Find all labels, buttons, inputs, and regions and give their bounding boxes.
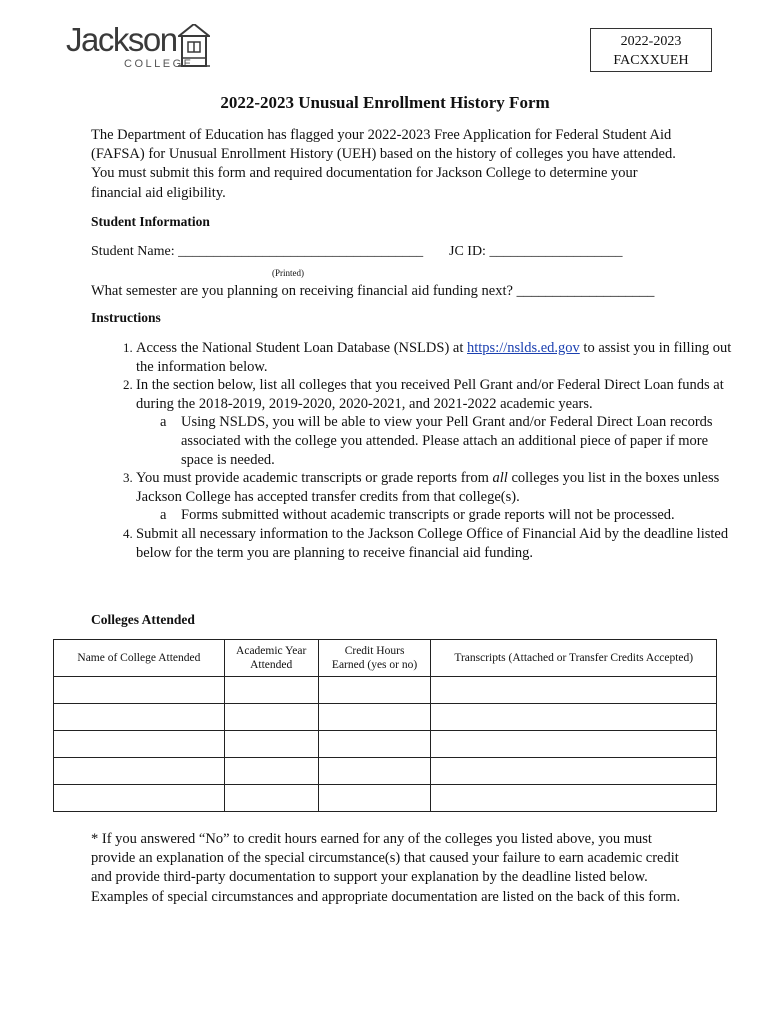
form-code: FACXXUEH bbox=[613, 53, 689, 68]
sub-list bbox=[136, 506, 736, 525]
instruction-item bbox=[136, 469, 736, 525]
form-code-box bbox=[590, 28, 712, 72]
logo-subtitle: COLLEGE bbox=[124, 58, 194, 70]
instruction-text: Submit all necessary information to the Jackson College Office of Financial Aid by the deadline listed below for the term you are planning to receive financial aid funding. bbox=[136, 525, 729, 561]
instructions-list bbox=[91, 339, 736, 562]
table-cell[interactable] bbox=[54, 785, 225, 812]
table-cell[interactable] bbox=[54, 677, 225, 704]
form-year: 2022-2023 bbox=[620, 34, 682, 49]
sub-list bbox=[136, 413, 736, 469]
sub-instruction-text: Using NSLDS, you will be able to view your Pell Grant and/or Federal Direct Loan records associated with the college you attended. Please attach an additional piece of paper if more space is needed. bbox=[181, 414, 713, 468]
table-cell[interactable] bbox=[54, 704, 225, 731]
tower-icon bbox=[178, 24, 210, 68]
instruction-text: You must provide academic transcripts or grade reports from bbox=[136, 470, 493, 487]
footnote-paragraph: * If you answered “No” to credit hours earned for any of the colleges you listed above, you must provide an explanation of the special circumstance(s) that caused your failure to earn academic credit and provide third-party documentation to support your explanation by the deadline listed below. Examples of special circumstances and appropriate documentation are listed on the back of this form. bbox=[91, 831, 681, 905]
header-line: Attended bbox=[250, 659, 293, 671]
table-cell[interactable] bbox=[318, 677, 431, 704]
table-cell[interactable] bbox=[318, 758, 431, 785]
sub-letter: a bbox=[160, 414, 167, 431]
sub-instruction-item bbox=[160, 506, 736, 525]
table-cell[interactable] bbox=[431, 758, 717, 785]
page-title: 2022-2023 Unusual Enrollment History Form bbox=[220, 93, 550, 112]
table-row bbox=[54, 704, 717, 731]
header-line: Academic Year bbox=[236, 645, 307, 657]
instruction-item bbox=[136, 339, 736, 376]
table-cell[interactable] bbox=[318, 731, 431, 758]
instruction-text: colleges you list in the boxes unless Jackson College has accepted transfer credits from that college(s). bbox=[136, 470, 720, 505]
table-row bbox=[54, 731, 717, 758]
sub-instruction-item bbox=[160, 413, 736, 469]
sub-letter: a bbox=[160, 507, 167, 524]
col-header-credits bbox=[318, 640, 431, 677]
colleges-heading: Colleges Attended bbox=[91, 612, 195, 627]
col-header-year bbox=[224, 640, 318, 677]
table-cell[interactable] bbox=[431, 731, 717, 758]
table-cell[interactable] bbox=[318, 704, 431, 731]
table-cell[interactable] bbox=[224, 704, 318, 731]
student-name-field[interactable]: Student Name: ___________________________________ bbox=[91, 244, 424, 259]
semester-field[interactable]: What semester are you planning on receiving financial aid funding next? ___________________ bbox=[91, 283, 655, 299]
table-cell[interactable] bbox=[431, 704, 717, 731]
table-cell[interactable] bbox=[224, 785, 318, 812]
header-line: Credit Hours bbox=[344, 645, 405, 657]
table-row bbox=[54, 758, 717, 785]
table-cell[interactable] bbox=[318, 785, 431, 812]
sub-instruction-text: Forms submitted without academic transcripts or grade reports will not be processed. bbox=[181, 507, 675, 524]
instruction-text: to assist you in filling out the information below. bbox=[136, 340, 732, 375]
student-info-heading: Student Information bbox=[91, 214, 210, 229]
nslds-link[interactable]: https://nslds.ed.gov bbox=[467, 340, 580, 356]
instruction-item bbox=[136, 376, 736, 469]
instructions-heading: Instructions bbox=[91, 310, 161, 325]
intro-paragraph: The Department of Education has flagged your 2022-2023 Free Application for Federal Student Aid (FAFSA) for Unusual Enrollment History (UEH) based on the history of colleges you have attended. You must submit this form and required documentation for Jackson College to determine your financial aid eligibility. bbox=[91, 127, 676, 201]
emphasis-text: all bbox=[492, 470, 508, 487]
table-row bbox=[54, 677, 717, 704]
table-header-row bbox=[54, 640, 717, 677]
table-cell[interactable] bbox=[224, 731, 318, 758]
instruction-text: Access the National Student Loan Database (NSLDS) at bbox=[136, 340, 467, 356]
table-cell[interactable] bbox=[431, 677, 717, 704]
table-row bbox=[54, 785, 717, 812]
printed-note: (Printed) bbox=[272, 268, 304, 278]
table-cell[interactable] bbox=[431, 785, 717, 812]
jc-id-field[interactable]: JC ID: ___________________ bbox=[449, 244, 623, 259]
colleges-table bbox=[53, 639, 717, 812]
instruction-text: In the section below, list all colleges that you received Pell Grant and/or Federal Direct Loan funds at during the 2018-2019, 2019-2020, 2020-2021, and 2021-2022 academic years. bbox=[136, 377, 724, 412]
col-header-college: Name of College Attended bbox=[54, 640, 225, 677]
table-cell[interactable] bbox=[224, 677, 318, 704]
col-header-transcripts: Transcripts (Attached or Transfer Credits Accepted) bbox=[431, 640, 717, 677]
jackson-college-logo bbox=[66, 20, 216, 76]
logo-wordmark: Jackson bbox=[66, 21, 177, 58]
table-cell[interactable] bbox=[224, 758, 318, 785]
instruction-item bbox=[136, 525, 736, 562]
table-cell[interactable] bbox=[54, 731, 225, 758]
table-cell[interactable] bbox=[54, 758, 225, 785]
header-line: Earned (yes or no) bbox=[331, 659, 418, 671]
